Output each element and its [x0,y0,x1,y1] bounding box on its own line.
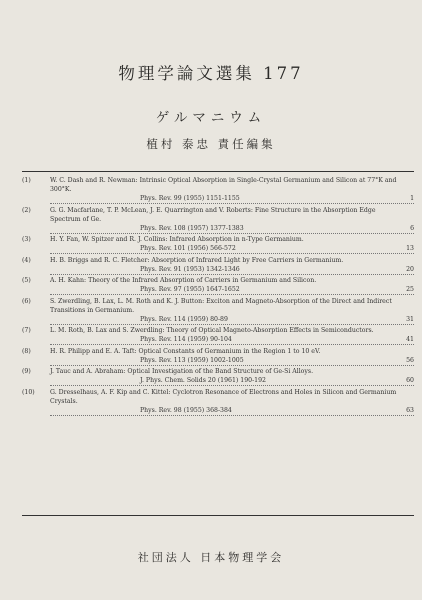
top-divider [22,171,414,172]
entry-reference [50,406,414,416]
entry-citation: L. M. Roth, B. Lax and S. Zwerdling: Theory of Optical Magneto-Absorption Effects in Semiconductors. [50,327,374,334]
entry-citation: G. Dresselhaus, A. F. Kip and C. Kittel: Cyclotron Resonance of Electrons and Holes in Silicon and Germanium Crystals. [50,388,397,405]
entry-number: (8) [22,347,31,355]
entry-reference [50,265,414,275]
page-number: 6 [410,224,414,232]
list-item [22,326,414,345]
journal-ref: Phys. Rev. 114 (1959) 90-104 [140,336,232,343]
journal-ref: Phys. Rev. 101 (1956) 566-572 [140,245,236,252]
editor-line: 植村 泰忠 責任編集 [146,137,276,151]
list-item [22,347,414,366]
entry-citation: S. Zwerdling, B. Lax, L. M. Roth and K. J. Button: Exciton and Magneto-Absorption of the Direct and Indirect Transitions in Germanium. [50,297,392,314]
page-number: 63 [406,406,414,414]
entry-citation: W. C. Dash and R. Newman: Intrinsic Optical Absorption in Single-Crystal Germanium and Silicon at 77°K and 300°K. [50,177,397,193]
entry-reference [50,244,414,254]
entry-reference [50,285,414,295]
entry-citation: A. H. Kahn: Theory of the Infrared Absorption of Carriers in Germanium and Silicon. [50,277,317,284]
entry-reference [50,194,414,204]
journal-ref: J. Phys. Chem. Solids 20 (1961) 190-192 [140,377,266,384]
entry-reference [50,376,414,386]
page-number: 41 [406,336,414,343]
page-number: 25 [406,286,414,293]
journal-ref: Phys. Rev. 98 (1955) 368-384 [140,406,232,414]
journal-ref: Phys. Rev. 114 (1959) 80-89 [140,315,228,323]
page-number: 13 [406,245,414,252]
entry-number: (2) [22,206,31,214]
entry-reference [50,335,414,345]
journal-ref: Phys. Rev. 99 (1955) 1151-1155 [140,195,240,202]
page-number: 56 [406,356,414,364]
journal-ref: Phys. Rev. 91 (1953) 1342-1346 [140,265,240,273]
page-number: 31 [406,315,414,323]
entry-number: (1) [22,177,31,184]
journal-ref: Phys. Rev. 97 (1955) 1647-1652 [140,286,240,293]
entry-citation: G. G. Macfarlane, T. P. McLean, J. E. Quarrington and V. Roberts: Fine Structure in the Absorption Edge Spectrum of Ge. [50,206,376,223]
publisher-name: 社団法人 日本物理学会 [137,551,285,564]
contents-list [22,176,414,417]
entry-reference [50,356,414,366]
page-title: 物理学論文選集 177 [118,64,304,83]
list-item [22,297,414,325]
entry-number: (7) [22,327,31,334]
entry-number: (9) [22,368,31,375]
entry-reference [50,224,414,234]
journal-ref: Phys. Rev. 108 (1957) 1377-1383 [140,224,244,232]
entry-number: (4) [22,256,31,264]
bottom-divider [22,515,414,516]
entry-number: (6) [22,297,31,305]
entry-citation: H. Y. Fan, W. Spitzer and R. J. Collins: Infrared Absorption in n-Type Germanium. [50,236,304,243]
page-number: 20 [406,265,414,273]
journal-ref: Phys. Rev. 113 (1959) 1002-1005 [140,356,244,364]
entry-citation: J. Tauc and A. Abraham: Optical Investigation of the Band Structure of Ge-Si Alloys. [50,368,314,375]
entry-citation: H. R. Philipp and E. A. Taft: Optical Constants of Germanium in the Region 1 to 10 eV. [50,347,321,355]
volume-subtitle: ゲルマニウム [155,110,267,126]
list-item [22,176,414,204]
entry-number: (10) [22,388,35,396]
entry-reference [50,315,414,325]
page-number: 1 [410,195,414,202]
list-item [22,206,414,234]
entry-number: (3) [22,236,31,243]
list-item [22,276,414,295]
entry-citation: H. B. Briggs and R. C. Fletcher: Absorption of Infrared Light by Free Carriers in Germanium. [50,256,344,264]
list-item [22,256,414,275]
list-item [22,235,414,254]
entry-number: (5) [22,277,31,284]
page-number: 60 [406,377,414,384]
list-item [22,388,414,416]
list-item [22,367,414,386]
